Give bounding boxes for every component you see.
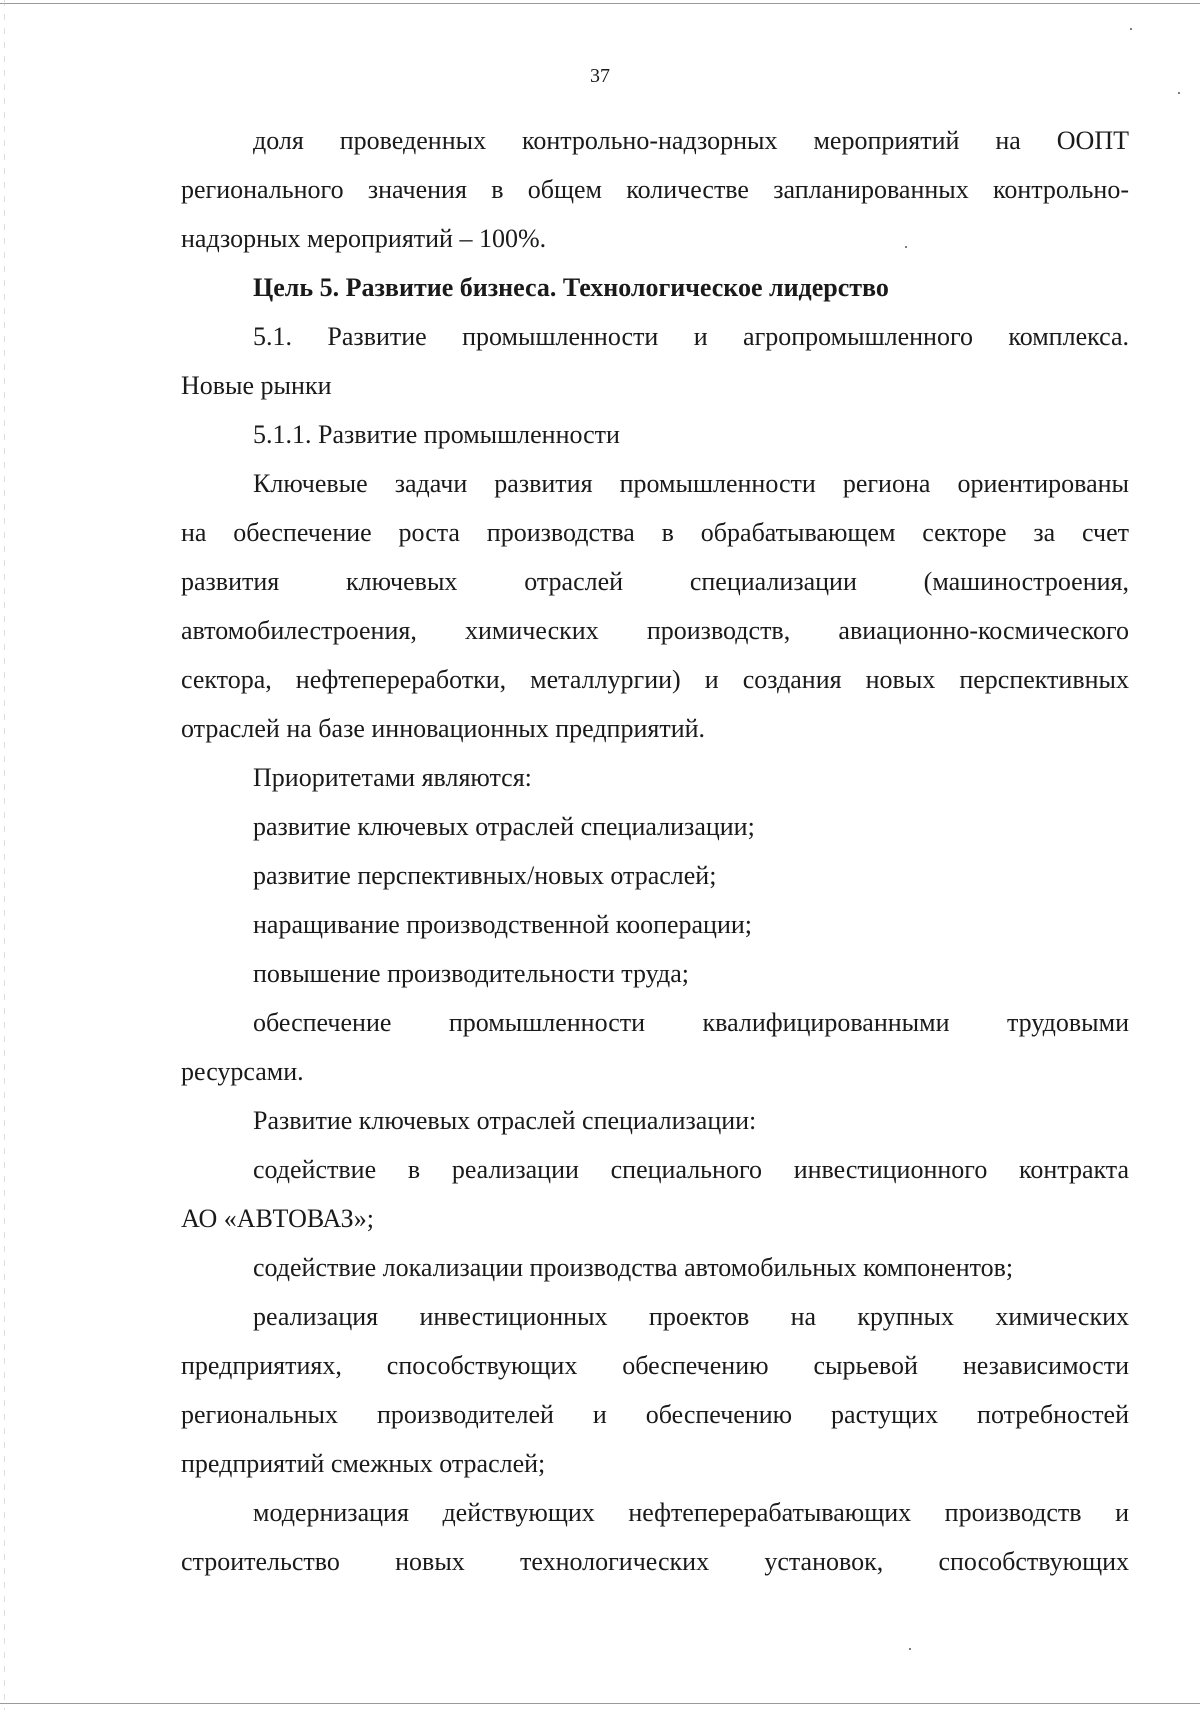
scan-speck [905,246,907,248]
text-line: на обеспечение роста производства в обрабатывающем секторе за счет [181,518,1129,547]
document-body [181,116,1129,1586]
text-line: строительство новых технологических установок, способствующих [181,1547,1129,1576]
text-line: Развитие ключевых отраслей специализации: [253,1106,757,1135]
text-line: надзорных мероприятий – 100%. [181,224,547,253]
text-line: сектора, нефтепереработки, металлургии) и создания новых перспективных [181,665,1129,694]
text-line: повышение производительности труда; [253,959,689,988]
text-line: отраслей на базе инновационных предприятий. [181,714,706,743]
text-line: АО «АВТОВАЗ»; [181,1204,374,1233]
text-line: 5.1.1. Развитие промышленности [253,420,620,449]
text-line: регионального значения в общем количестве запланированных контрольно- [181,175,1129,204]
section-heading: Цель 5. Развитие бизнеса. Технологическое лидерство [253,273,889,302]
text-line: автомобилестроения, химических производств, авиационно-космического [181,616,1129,645]
text-line: развитие ключевых отраслей специализации; [253,812,755,841]
text-line: 5.1. Развитие промышленности и агропромышленного комплекса. [253,322,1129,351]
text-line: модернизация действующих нефтеперерабатывающих производств и [253,1498,1129,1527]
text-line: предприятиях, способствующих обеспечению сырьевой независимости [181,1351,1129,1380]
text-line: содействие в реализации специального инвестиционного контракта [253,1155,1129,1184]
scan-speck [1178,92,1180,94]
text-line: ресурсами. [181,1057,304,1086]
text-line: региональных производителей и обеспечению растущих потребностей [181,1400,1129,1429]
scan-edge-left [4,0,5,1710]
text-line: доля проведенных контрольно-надзорных мероприятий на ООПТ [253,126,1129,155]
text-line: предприятий смежных отраслей; [181,1449,546,1478]
text-line: Новые рынки [181,371,332,400]
scan-edge-top [0,3,1200,4]
text-line: развития ключевых отраслей специализации (машиностроения, [181,567,1129,596]
scan-edge-bottom [0,1703,1200,1704]
page-number: 37 [590,65,610,87]
text-line: реализация инвестиционных проектов на крупных химических [253,1302,1129,1331]
scan-speck [909,1648,911,1650]
text-line: наращивание производственной кооперации; [253,910,753,939]
text-line: обеспечение промышленности квалифицированными трудовыми [253,1008,1129,1037]
text-line: содействие локализации производства автомобильных компонентов; [253,1253,1014,1282]
scan-speck [1130,28,1132,30]
text-line: Приоритетами являются: [253,763,532,792]
text-line: Ключевые задачи развития промышленности региона ориентированы [253,469,1129,498]
text-line: развитие перспективных/новых отраслей; [253,861,717,890]
